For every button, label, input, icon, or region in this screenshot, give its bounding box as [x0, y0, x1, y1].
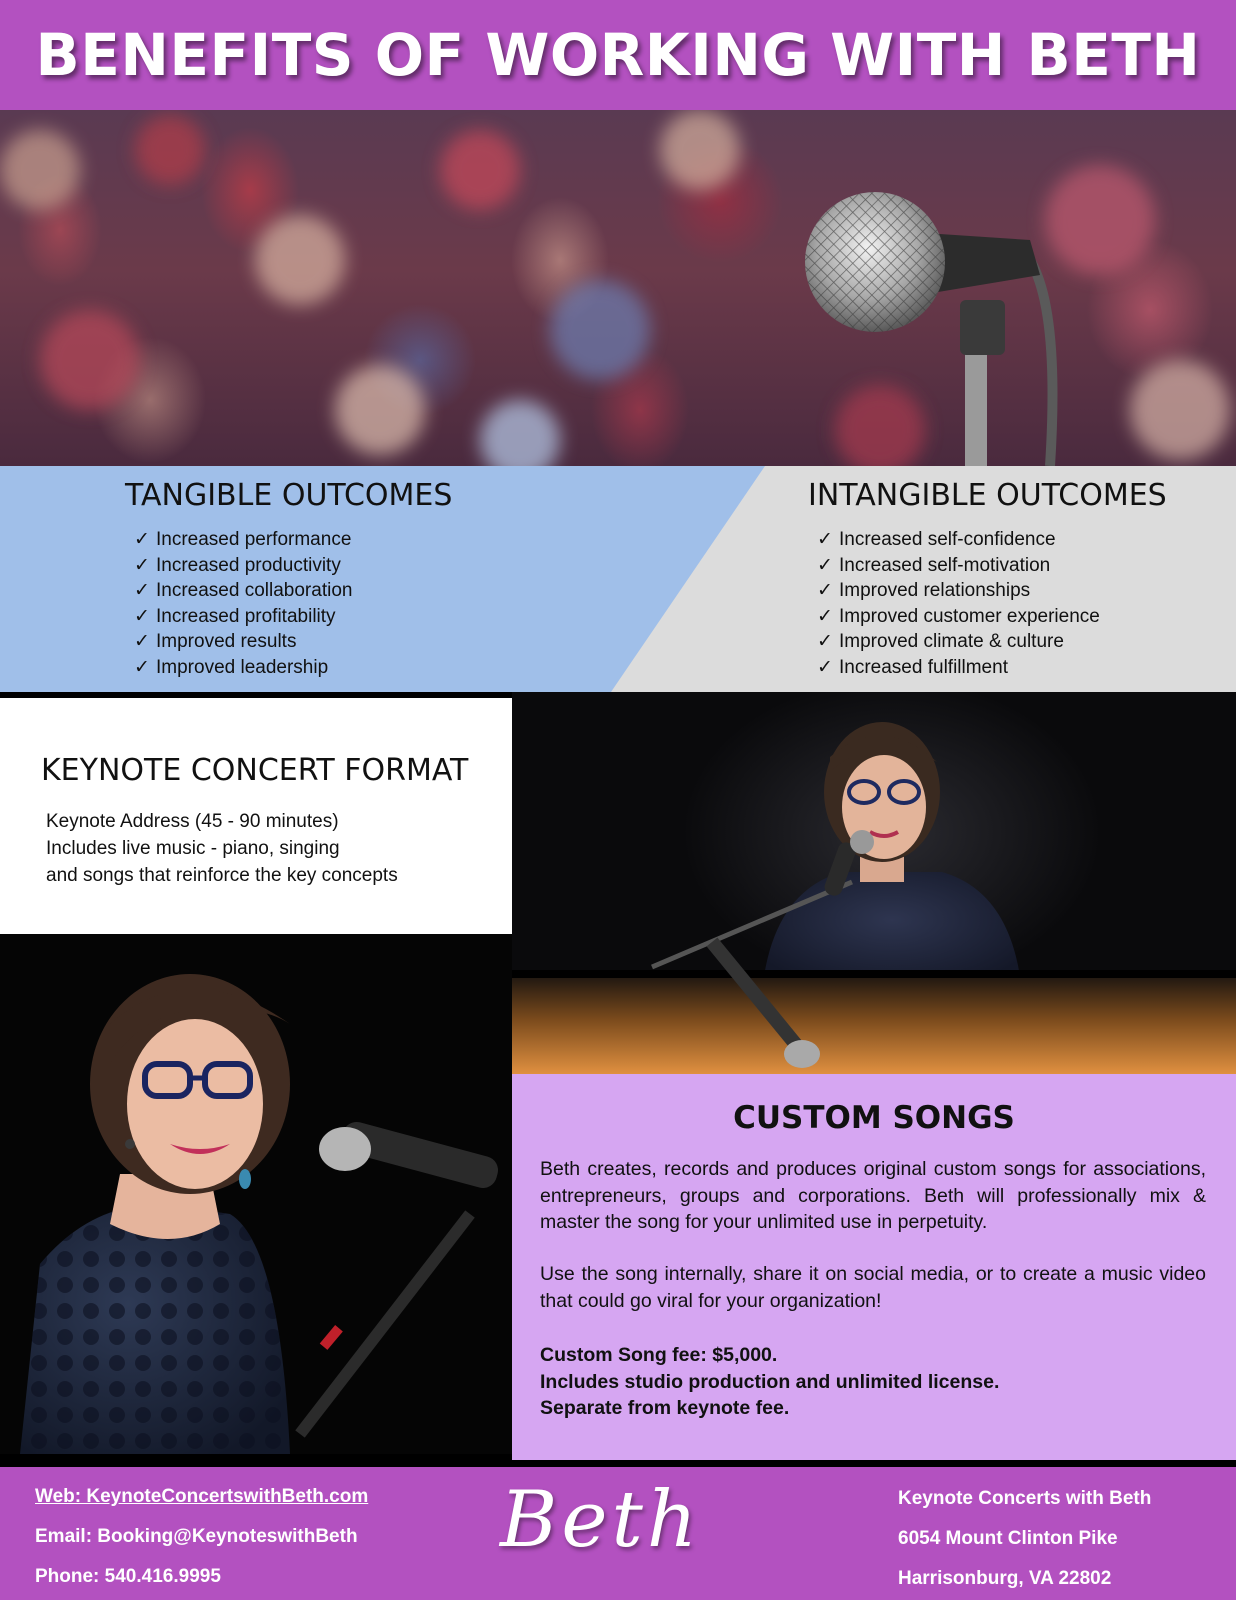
website-link[interactable]: Web: KeynoteConcertswithBeth.com — [35, 1486, 369, 1507]
intangible-outcomes — [808, 466, 1167, 680]
keynote-description — [46, 808, 398, 889]
list-item: ✓ Increased fulfillment — [813, 655, 1167, 681]
list-item: ✓ Increased productivity — [130, 553, 452, 579]
list-item: ✓ Improved customer experience — [813, 604, 1167, 630]
check-icon: ✓ — [817, 604, 833, 627]
fee-line: Separate from keynote fee. — [540, 1397, 790, 1419]
check-icon: ✓ — [134, 553, 150, 576]
custom-song-fees — [540, 1342, 999, 1422]
intangible-list — [813, 527, 1167, 680]
list-item: ✓ Increased profitability — [130, 604, 452, 630]
check-icon: ✓ — [134, 528, 150, 550]
custom-songs-paragraph: Use the song internally, share it on social media, or to create a music video that could go viral for your organization! — [540, 1263, 1206, 1312]
header-banner — [0, 0, 1236, 110]
check-icon: ✓ — [134, 630, 150, 652]
check-icon: ✓ — [817, 579, 833, 601]
keynote-line: and songs that reinforce the key concepts — [46, 865, 398, 886]
address-street: 6054 Mount Clinton Pike — [898, 1528, 1118, 1549]
check-icon: ✓ — [817, 630, 833, 652]
fee-line: Includes studio production and unlimited license. — [540, 1370, 1000, 1393]
footer — [0, 1467, 1236, 1600]
phone-text: Phone: 540.416.9995 — [35, 1566, 221, 1587]
list-item: ✓ Improved climate & culture — [813, 629, 1167, 655]
list-item: ✓ Improved results — [130, 629, 452, 655]
contact-info — [35, 1477, 368, 1597]
beth-signature-logo: Beth — [500, 1475, 702, 1565]
fee-line: Custom Song fee: $5,000. — [540, 1344, 778, 1366]
intangible-heading: INTANGIBLE OUTCOMES — [808, 478, 1167, 513]
tangible-outcomes — [125, 466, 452, 680]
list-item: ✓ Improved relationships — [813, 578, 1167, 604]
list-item: ✓ Increased performance — [130, 527, 452, 553]
check-icon: ✓ — [817, 528, 833, 550]
keynote-heading: KEYNOTE CONCERT FORMAT — [41, 753, 469, 788]
hero-crowd-microphone-photo — [0, 110, 1236, 466]
address-name: Keynote Concerts with Beth — [898, 1488, 1152, 1509]
email-text: Email: Booking@KeynoteswithBeth — [35, 1526, 358, 1547]
list-item: ✓ Increased self-confidence — [813, 527, 1167, 553]
beth-at-piano-photo — [512, 692, 1236, 1074]
list-item: ✓ Increased self-motivation — [813, 553, 1167, 579]
check-icon: ✓ — [134, 579, 150, 601]
keynote-line: Includes live music - piano, singing — [46, 838, 340, 859]
list-item: ✓ Increased collaboration — [130, 578, 452, 604]
custom-songs-heading: CUSTOM SONGS — [733, 1100, 1015, 1136]
page-title: BENEFITS OF WORKING WITH BETH — [35, 21, 1201, 89]
list-item: ✓ Improved leadership — [130, 655, 452, 681]
check-icon: ✓ — [817, 553, 833, 576]
piano-performer-illustration — [512, 692, 1236, 1074]
tangible-list — [130, 527, 452, 680]
keynote-line: Keynote Address (45 - 90 minutes) — [46, 811, 339, 832]
check-icon: ✓ — [134, 604, 150, 627]
check-icon: ✓ — [817, 655, 833, 678]
check-icon: ✓ — [134, 655, 150, 678]
address-city: Harrisonburg, VA 22802 — [898, 1568, 1112, 1589]
beth-portrait-photo — [0, 934, 512, 1454]
custom-songs-panel — [512, 1074, 1236, 1460]
mailing-address — [898, 1479, 1151, 1599]
performer-portrait-illustration — [0, 934, 512, 1454]
outcomes-section — [0, 466, 1236, 692]
custom-songs-paragraph: Beth creates, records and produces original custom songs for associations, entrepreneurs, groups and corporations. Beth will professionally mix & master the song for your unlimited use in perpetuity. — [540, 1158, 1206, 1233]
keynote-format-panel — [0, 698, 512, 934]
microphone-illustration — [0, 110, 1236, 466]
tangible-heading: TANGIBLE OUTCOMES — [125, 478, 453, 513]
